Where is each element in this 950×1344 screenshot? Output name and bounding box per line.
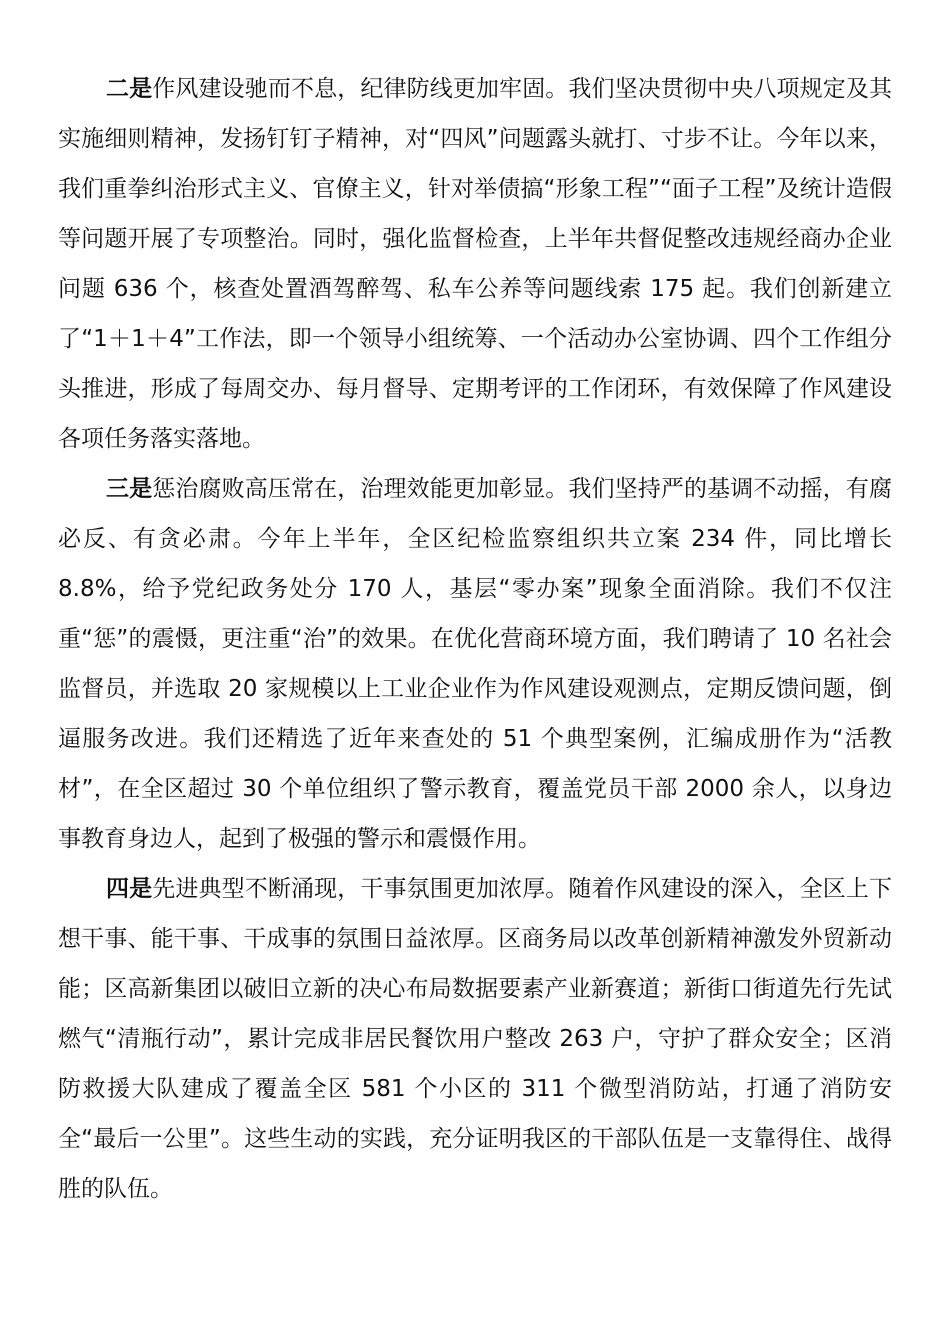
paragraph-lead: 二是 <box>106 76 153 102</box>
paragraph-text: 作风建设驰而不息，纪律防线更加牢固。我们坚决贯彻中央八项规定及其实施细则精神，发扬钉钉子精神，对“四风”问题露头就打、寸步不让。今年以来，我们重拳纠治形式主义、官僚主义，针对举债搞“形象工程”“面子工程”及统计造假等问题开展了专项整治。同时，强化监督检查，上半年共督促整改违规经商办企业问题 636 个，核查处置酒驾醉驾、私车公养等问题线索 175 起。我们创新建立了“1＋1＋4”工作法，即一个领导小组统筹、一个活动办公室协调、四个工作组分头推进，形成了每周交办、每月督导、定期考评的工作闭环，有效保障了作风建设各项任务落实落地。 <box>58 76 893 452</box>
paragraph-lead: 三是 <box>106 476 153 502</box>
paragraph-lead: 四是 <box>106 876 153 902</box>
paragraph-text: 先进典型不断涌现，干事氛围更加浓厚。随着作风建设的深入，全区上下想干事、能干事、干成事的氛围日益浓厚。区商务局以改革创新精神激发外贸新动能；区高新集团以破旧立新的决心布局数据要素产业新赛道；新街口街道先行先试燃气“清瓶行动”，累计完成非居民餐饮用户整改 263 户，守护了群众安全；区消防救援大队建成了覆盖全区 581 个小区的 311 个微型消防站，打通了消防安全“最后一公里”。这些生动的实践，充分证明我区的干部队伍是一支靠得住、战得胜的队伍。 <box>58 876 893 1202</box>
document-page <box>58 64 892 1214</box>
paragraph-3 <box>58 464 892 864</box>
paragraph-text: 惩治腐败高压常在，治理效能更加彰显。我们坚持严的基调不动摇，有腐必反、有贪必肃。今年上半年，全区纪检监察组织共立案 234 件，同比增长 8.8%，给予党纪政务处分 170 人，基层“零办案”现象全面消除。我们不仅注重“惩”的震慑，更注重“治”的效果。在优化营商环境方面，我们聘请了 10 名社会监督员，并选取 20 家规模以上工业企业作为作风建设观测点，定期反馈问题，倒逼服务改进。我们还精选了近年来查处的 51 个典型案例，汇编成册作为“活教材”，在全区超过 30 个单位组织了警示教育，覆盖党员干部 2000 余人，以身边事教育身边人，起到了极强的警示和震慑作用。 <box>58 476 893 852</box>
paragraph-4 <box>58 864 892 1214</box>
paragraph-2 <box>58 64 892 464</box>
